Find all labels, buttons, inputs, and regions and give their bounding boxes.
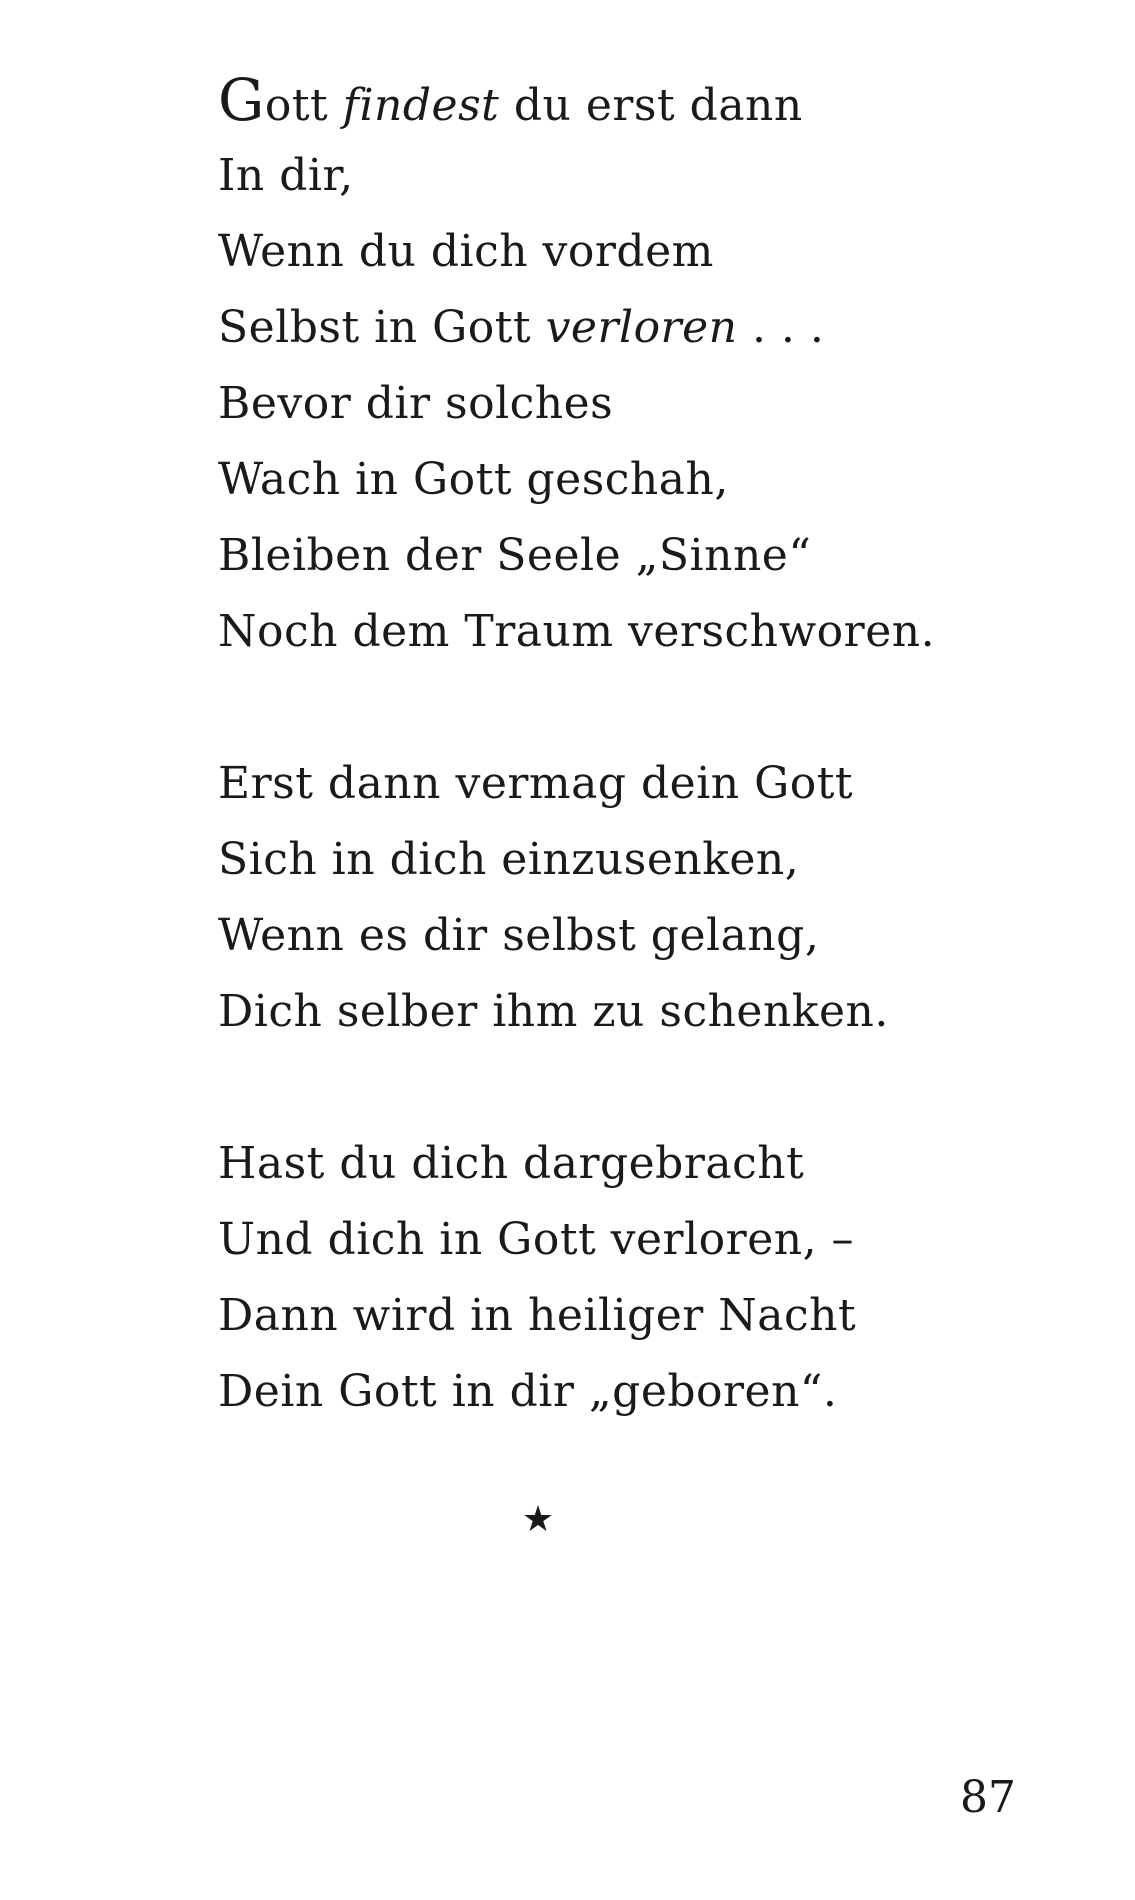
poem-line: [218, 290, 1038, 366]
emphasized-word: verloren: [545, 302, 738, 353]
star-ornament-icon: ★: [521, 1499, 555, 1540]
poem-line: Bevor dir solches: [218, 378, 614, 429]
line-text: ott: [264, 80, 343, 131]
stanza-2: [218, 746, 1038, 1050]
poem-line: Wach in Gott geschah,: [218, 454, 729, 505]
emphasized-word: findest: [342, 80, 500, 131]
stanza-3: [218, 1126, 1038, 1430]
line-text: du erst dann: [499, 80, 803, 131]
poem-line: Dann wird in heiliger Nacht: [218, 1290, 857, 1341]
poem-line: Bleiben der Seele „Sinne“: [218, 530, 812, 581]
drop-cap: G: [218, 66, 265, 134]
poem-line: Wenn du dich vordem: [218, 226, 714, 277]
poem-line: In dir,: [218, 150, 354, 201]
line-text: . . .: [737, 302, 825, 353]
poem-line: Hast du dich dargebracht: [218, 1138, 805, 1189]
page-number: 87: [960, 1772, 1016, 1823]
poem: [218, 62, 1038, 1430]
poem-line: Wenn es dir selbst gelang,: [218, 910, 820, 961]
stanza-1: [218, 62, 1038, 670]
poem-line: Dein Gott in dir „geboren“.: [218, 1366, 838, 1417]
poem-line: Und dich in Gott verloren, –: [218, 1214, 855, 1265]
poem-line: Sich in dich einzusenken,: [218, 834, 800, 885]
poem-line: [218, 62, 1038, 138]
line-text: Selbst in Gott: [218, 302, 546, 353]
poem-line: Dich selber ihm zu schenken.: [218, 986, 889, 1037]
poem-line: Erst dann vermag dein Gott: [218, 758, 854, 809]
poem-line: Noch dem Traum verschworen.: [218, 606, 936, 657]
